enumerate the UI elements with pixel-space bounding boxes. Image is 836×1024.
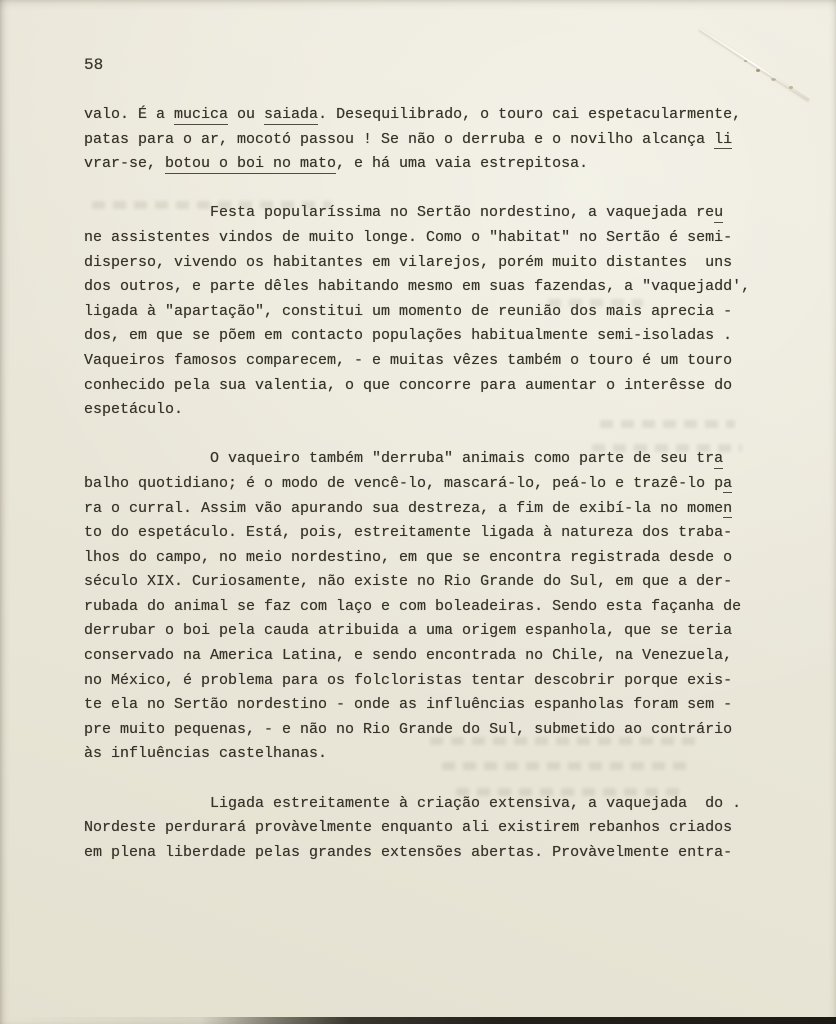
text-line: ligada à "apartação", constitui um momento de reunião dos mais aprecia - bbox=[84, 302, 733, 320]
text-line: patas para o ar, mocotó passou ! Se não o derruba e o novilho alcança li bbox=[84, 130, 733, 148]
text-line: Festa popularíssima no Sertão nordestino, a vaquejada reu bbox=[210, 204, 724, 222]
text-line: Ligada estreitamente à criação extensiva, a vaquejada do . bbox=[210, 794, 742, 812]
scan-bottom-edge bbox=[0, 1017, 836, 1024]
text-line: ne assistentes vindos de muito longe. Como o "habitat" no Sertão é semi- bbox=[84, 228, 733, 246]
paper-speck bbox=[756, 69, 760, 72]
text-line: derrubar o boi pela cauda atribuida a uma origem espanhola, que se teria bbox=[84, 622, 733, 640]
text-line: lhos do campo, no meio nordestino, em que se encontra registrada desde o bbox=[84, 548, 733, 566]
text-line: dos, em que se põem em contacto populações habitualmente semi-isoladas . bbox=[84, 327, 733, 345]
text-line: em plena liberdade pelas grandes extensões abertas. Provàvelmente entra- bbox=[84, 843, 733, 861]
text-line: Nordeste perdurará provàvelmente enquanto ali existirem rebanhos criados bbox=[84, 819, 733, 837]
paper-speck bbox=[789, 86, 793, 89]
page-number: 58 bbox=[84, 56, 104, 74]
paragraph bbox=[84, 447, 774, 767]
text-line: O vaqueiro também "derruba" animais como parte de seu tra bbox=[210, 450, 724, 468]
text-line: vrar-se, botou o boi no mato, e há uma vaia estrepitosa. bbox=[84, 155, 589, 173]
paper-speck bbox=[771, 78, 776, 81]
paragraph bbox=[84, 201, 774, 422]
typewritten-text bbox=[84, 103, 774, 865]
paper-speck bbox=[744, 60, 747, 62]
text-line: balho quotidiano; é o modo de vencê-lo, mascará-lo, peá-lo e trazê-lo pa bbox=[84, 474, 733, 492]
text-line: to do espetáculo. Está, pois, estreitamente ligada à natureza dos traba- bbox=[84, 524, 733, 542]
paragraph bbox=[84, 792, 774, 866]
text-line: te ela no Sertão nordestino - onde as influências espanholas foram sem - bbox=[84, 696, 733, 714]
paper-crease bbox=[699, 28, 809, 100]
text-line: conservado na America Latina, e sendo encontrada no Chile, na Venezuela, bbox=[84, 647, 733, 665]
text-line: Vaqueiros famosos comparecem, - e muitas vêzes também o touro é um touro bbox=[84, 351, 733, 369]
paragraph bbox=[84, 103, 774, 177]
text-line: espetáculo. bbox=[84, 401, 184, 419]
text-line: às influências castelhanas. bbox=[84, 745, 328, 763]
text-line: ra o curral. Assim vão apurando sua destreza, a fim de exibí-la no momen bbox=[84, 499, 733, 517]
text-line: século XIX. Curiosamente, não existe no Rio Grande do Sul, em que a der- bbox=[84, 573, 733, 591]
text-line: no México, é problema para os folcloristas tentar descobrir porque exis- bbox=[84, 671, 733, 689]
text-line: conhecido pela sua valentia, o que concorre para aumentar o interêsse do bbox=[84, 376, 733, 394]
text-line: pre muito pequenas, - e não no Rio Grande do Sul, submetido ao contrário bbox=[84, 720, 733, 738]
text-line: disperso, vivendo os habitantes em vilarejos, porém muito distantes uns bbox=[84, 253, 733, 271]
text-line: dos outros, e parte dêles habitando mesmo em suas fazendas, a "vaquejadd', bbox=[84, 278, 751, 296]
text-line: rubada do animal se faz com laço e com boleadeiras. Sendo esta façanha de bbox=[84, 597, 742, 615]
text-line: valo. É a mucica ou saiada. Desequilibrado, o touro cai espetacularmente, bbox=[84, 106, 742, 123]
